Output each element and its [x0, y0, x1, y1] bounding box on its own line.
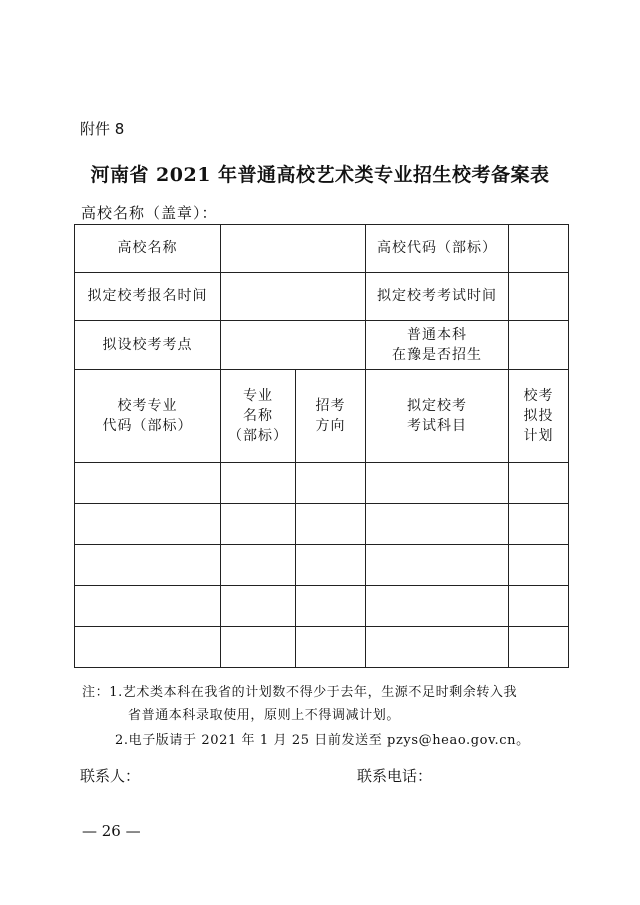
attachment-label: 附件 8 — [80, 120, 125, 138]
exam-site-cell[interactable] — [221, 321, 366, 370]
school-code-header: 高校代码（部标） — [366, 225, 509, 273]
exam-subjects-column-header — [366, 370, 509, 463]
table-cell[interactable] — [509, 586, 569, 627]
page-title: 河南省 2021 年普通高校艺术类专业招生校考备案表 — [90, 164, 550, 186]
school-name-cell[interactable] — [221, 225, 366, 273]
registration-time-cell[interactable] — [221, 273, 366, 321]
exam-subjects-line2: 考试科目 — [407, 418, 467, 434]
school-name-label: 高校名称（盖章）： — [81, 204, 218, 222]
table-cell[interactable] — [296, 463, 366, 504]
table-cell[interactable] — [75, 463, 221, 504]
table-cell[interactable] — [296, 627, 366, 668]
major-name-column-header — [221, 370, 296, 463]
direction-line1: 招考 — [315, 397, 346, 414]
table-row — [75, 627, 569, 668]
table-row — [75, 586, 569, 627]
contact-person-label: 联系人： — [80, 767, 141, 785]
table-cell[interactable] — [221, 586, 296, 627]
table-cell[interactable] — [509, 504, 569, 545]
school-code-cell[interactable] — [509, 225, 569, 273]
registration-time-header: 拟定校考报名时间 — [75, 273, 221, 321]
note-1-line-2: 省普通本科录取使用，原则上不得调减计划。 — [128, 708, 401, 723]
major-name-line2: 名称 — [243, 407, 273, 424]
direction-column-header — [296, 370, 366, 463]
table-cell[interactable] — [366, 545, 509, 586]
table-cell[interactable] — [366, 463, 509, 504]
major-code-column-header — [75, 370, 221, 463]
school-name-header: 高校名称 — [75, 225, 221, 273]
plan-line2: 拟投 — [523, 407, 554, 424]
major-code-line2: 代码（部标） — [102, 418, 193, 434]
exam-time-header: 拟定校考考试时间 — [366, 273, 509, 321]
note-1-line-1: 注：1.艺术类本科在我省的计划数不得少于去年，生源不足时剩余转入我 — [82, 685, 518, 700]
direction-line2: 方向 — [315, 418, 346, 434]
table-cell[interactable] — [509, 627, 569, 668]
plan-line3: 计划 — [523, 428, 554, 445]
table-cell[interactable] — [221, 463, 296, 504]
note-2: 2.电子版请于 2021 年 1 月 25 日前发送至 pzys@heao.gov.cn。 — [115, 733, 530, 748]
henan-enrollment-cell[interactable] — [509, 321, 569, 370]
registration-form-table — [74, 224, 569, 668]
table-cell[interactable] — [296, 545, 366, 586]
table-cell[interactable] — [366, 504, 509, 545]
table-cell[interactable] — [221, 545, 296, 586]
table-row — [75, 504, 569, 545]
table-cell[interactable] — [221, 627, 296, 668]
table-cell[interactable] — [75, 586, 221, 627]
major-name-line1: 专业 — [243, 387, 273, 404]
exam-site-header: 拟设校考考点 — [75, 321, 221, 370]
table-cell[interactable] — [296, 504, 366, 545]
plan-column-header — [509, 370, 569, 463]
table-cell[interactable] — [366, 586, 509, 627]
exam-subjects-line1: 拟定校考 — [407, 397, 467, 414]
contact-phone-label: 联系电话： — [357, 767, 433, 785]
exam-time-cell[interactable] — [509, 273, 569, 321]
table-cell[interactable] — [75, 545, 221, 586]
major-code-line1: 校考专业 — [117, 397, 178, 414]
henan-enrollment-line1: 普通本科 — [407, 326, 467, 343]
plan-line1: 校考 — [523, 387, 554, 404]
henan-enrollment-header — [366, 321, 509, 370]
table-row — [75, 463, 569, 504]
table-cell[interactable] — [296, 586, 366, 627]
table-row — [75, 545, 569, 586]
table-cell[interactable] — [75, 504, 221, 545]
table-cell[interactable] — [366, 627, 509, 668]
major-name-line3: （部标） — [228, 428, 288, 445]
table-cell[interactable] — [221, 504, 296, 545]
henan-enrollment-line2: 在豫是否招生 — [392, 347, 482, 363]
table-cell[interactable] — [509, 463, 569, 504]
page-number: — 26 — — [82, 822, 141, 840]
table-cell[interactable] — [75, 627, 221, 668]
table-cell[interactable] — [509, 545, 569, 586]
